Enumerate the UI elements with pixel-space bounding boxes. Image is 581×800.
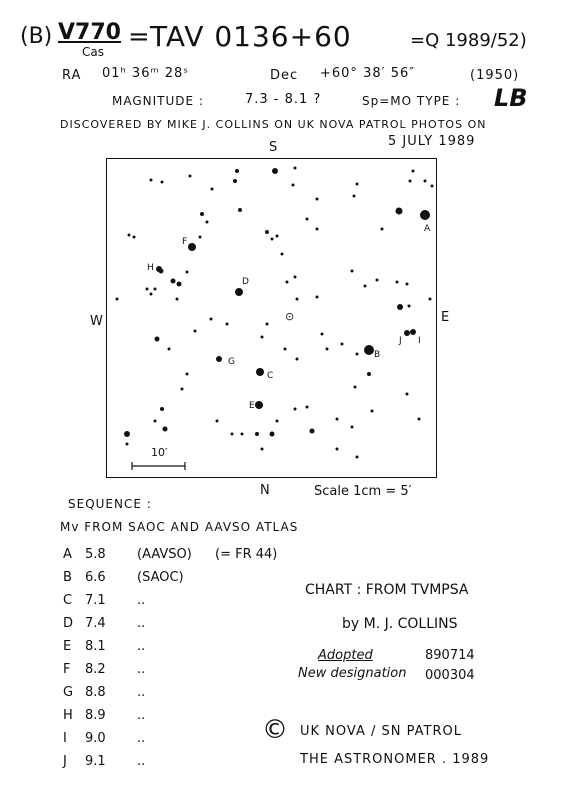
star-label-j: J [399,336,402,346]
chart-source: CHART : FROM TVMPSA [305,582,469,598]
star [163,427,168,432]
star [159,269,164,274]
star [256,368,264,376]
star [294,408,297,411]
new-designation-value: 000304 [425,668,475,683]
star [356,353,359,356]
stars-layer [116,167,434,459]
adopted-label: Adopted [318,648,373,663]
sequence-star-id: G [63,685,74,700]
star [270,432,275,437]
compass-west: W [90,314,104,329]
star [396,281,399,284]
sequence-magnitude: 8.1 [85,639,106,654]
finder-chart [106,158,437,478]
sequence-row [63,662,215,677]
star [272,168,278,174]
star [306,406,309,409]
star [233,179,237,183]
adopted-value: 890714 [425,648,475,663]
sequence-row [63,593,215,608]
sequence-row [63,754,215,769]
star [255,401,263,409]
star [188,243,196,251]
star [216,420,219,423]
sequence-star-id: A [63,547,72,562]
star [206,221,209,224]
star [126,443,129,446]
star [261,448,264,451]
ra-label: RA [62,68,82,83]
star [124,431,130,437]
star-label-f: F [182,237,188,247]
star [235,169,239,173]
sequence-source: .. [137,616,146,631]
sequence-magnitude: 7.4 [85,616,106,631]
star [367,372,371,376]
sequence-magnitude: 5.8 [85,547,106,562]
scale-bar-label: 10′ [151,446,168,459]
star [356,183,359,186]
star [406,393,409,396]
star [431,185,434,188]
star [316,228,319,231]
star [424,180,427,183]
star [294,276,297,279]
sequence-star-id: H [63,708,73,723]
sequence-row [63,570,215,585]
star [409,180,412,183]
star [336,418,339,421]
star [168,348,171,351]
star [160,407,164,411]
sequence-row [63,708,215,723]
star [266,323,269,326]
star [420,210,430,220]
star [150,179,153,182]
star [128,234,131,237]
copyright-icon: © [262,715,288,745]
sequence-row [63,685,215,700]
sequence-star-id: B [63,570,72,585]
alt-designation: =Q 1989/52) [410,30,527,51]
star [321,333,324,336]
star [404,330,410,336]
star [381,228,384,231]
new-designation-label: New designation [298,666,407,681]
sequence-source: .. [137,685,146,700]
magnitude-label: MAGNITUDE : [112,94,204,108]
star [326,348,329,351]
discovery-date: 5 JULY 1989 [388,134,476,149]
star [176,298,179,301]
star [292,184,295,187]
sequence-source: .. [137,708,146,723]
star [296,358,299,361]
star [199,236,202,239]
star-label-a: A [424,224,431,234]
star [336,448,339,451]
scale-text: Scale 1cm = 5′ [314,484,412,499]
sequence-magnitude: 8.2 [85,662,106,677]
star [189,175,192,178]
sequence-star-id: F [63,662,71,677]
sequence-source: .. [137,639,146,654]
dec-label: Dec [270,68,299,83]
publication: THE ASTRONOMER . 1989 [300,752,490,767]
prefix-label: (B) [20,24,53,49]
star-label-g: G [228,357,235,367]
star [286,281,289,284]
star [306,218,309,221]
star [133,236,136,239]
sequence-source: (SAOC) [137,570,184,585]
star [354,386,357,389]
star [231,433,234,436]
sequence-row [63,547,277,562]
star [364,345,374,355]
sequence-star-id: C [63,593,73,608]
sequence-magnitude: 9.1 [85,754,106,769]
sequence-row [63,639,215,654]
star [408,305,411,308]
sequence-star-id: J [63,754,67,769]
star [351,270,354,273]
star [294,167,297,170]
star [235,288,243,296]
sequence-source: .. [137,754,146,769]
star [210,318,213,321]
star-field [107,159,438,479]
sequence-row [63,616,215,631]
sequence-source: (AAVSO) [137,547,192,562]
star [171,279,176,284]
type-value: LB [494,84,528,112]
star [412,170,415,173]
sequence-source: .. [137,731,146,746]
sp-type-label: Sp=MO TYPE : [362,94,461,108]
epoch-label: (1950) [470,68,520,83]
variable-name: V770 [58,20,121,45]
ra-value: 01ʰ 36ᵐ 28ˢ [102,66,190,81]
sequence-source: .. [137,662,146,677]
star [371,410,374,413]
designation-title: TAV 0136+60 [150,20,352,53]
patrol-name: UK NOVA / SN PATROL [300,724,462,739]
star [410,329,416,335]
star [194,330,197,333]
sequence-star-id: I [63,731,67,746]
star [116,298,119,301]
star [200,212,204,216]
compass-east: E [441,310,451,325]
discovery-line-1: DISCOVERED BY MIKE J. COLLINS ON UK NOVA PATROL PHOTOS ON [60,118,487,131]
star [376,279,379,282]
star [155,337,160,342]
compass-north: N [260,483,271,498]
star-label-b: B [374,350,381,360]
star [186,271,189,274]
star [255,432,259,436]
star [281,253,284,256]
dec-value: +60° 38′ 56″ [320,66,416,81]
variable-star-marker: ⊙ [285,310,295,323]
sequence-magnitude: 8.9 [85,708,106,723]
star [429,298,432,301]
star [154,420,157,423]
equals-sign: = [128,22,150,52]
star [154,288,157,291]
sequence-note: (= FR 44) [215,547,278,562]
chart-author: by M. J. COLLINS [342,616,458,632]
star-label-d: D [242,277,249,287]
star [271,238,274,241]
star [364,285,367,288]
magnitude-range: 7.3 - 8.1 ? [245,92,322,107]
star [418,418,421,421]
star [146,288,149,291]
sequence-magnitude: 6.6 [85,570,106,585]
star [341,343,344,346]
star [296,298,299,301]
star [396,208,403,215]
star [150,293,153,296]
star [351,426,354,429]
star [356,456,359,459]
star [316,296,319,299]
star [265,230,269,234]
star [211,188,214,191]
sequence-row [63,731,215,746]
star [276,420,279,423]
sequence-magnitude: 8.8 [85,685,106,700]
constellation-label: Cas [82,45,104,59]
sequence-title: SEQUENCE : [68,497,152,511]
compass-south: S [269,140,279,155]
star [316,198,319,201]
star [353,195,356,198]
star [310,429,315,434]
star [216,356,222,362]
sequence-magnitude: 9.0 [85,731,106,746]
sequence-subtitle: Mv FROM SAOC AND AAVSO ATLAS [60,520,299,534]
star [261,336,264,339]
star [397,304,403,310]
star [186,373,189,376]
sequence-star-id: E [63,639,72,654]
star-label-h: H [147,263,154,273]
star [241,433,244,436]
star [177,282,182,287]
star [161,181,164,184]
star [284,348,287,351]
sequence-star-id: D [63,616,74,631]
star-label-i: I [418,336,421,346]
sequence-magnitude: 7.1 [85,593,106,608]
star [238,208,242,212]
star-label-e: E [249,401,255,411]
star [226,323,229,326]
sequence-source: .. [137,593,146,608]
star [276,235,279,238]
star-label-c: C [267,371,274,381]
star [181,388,184,391]
star [406,283,409,286]
